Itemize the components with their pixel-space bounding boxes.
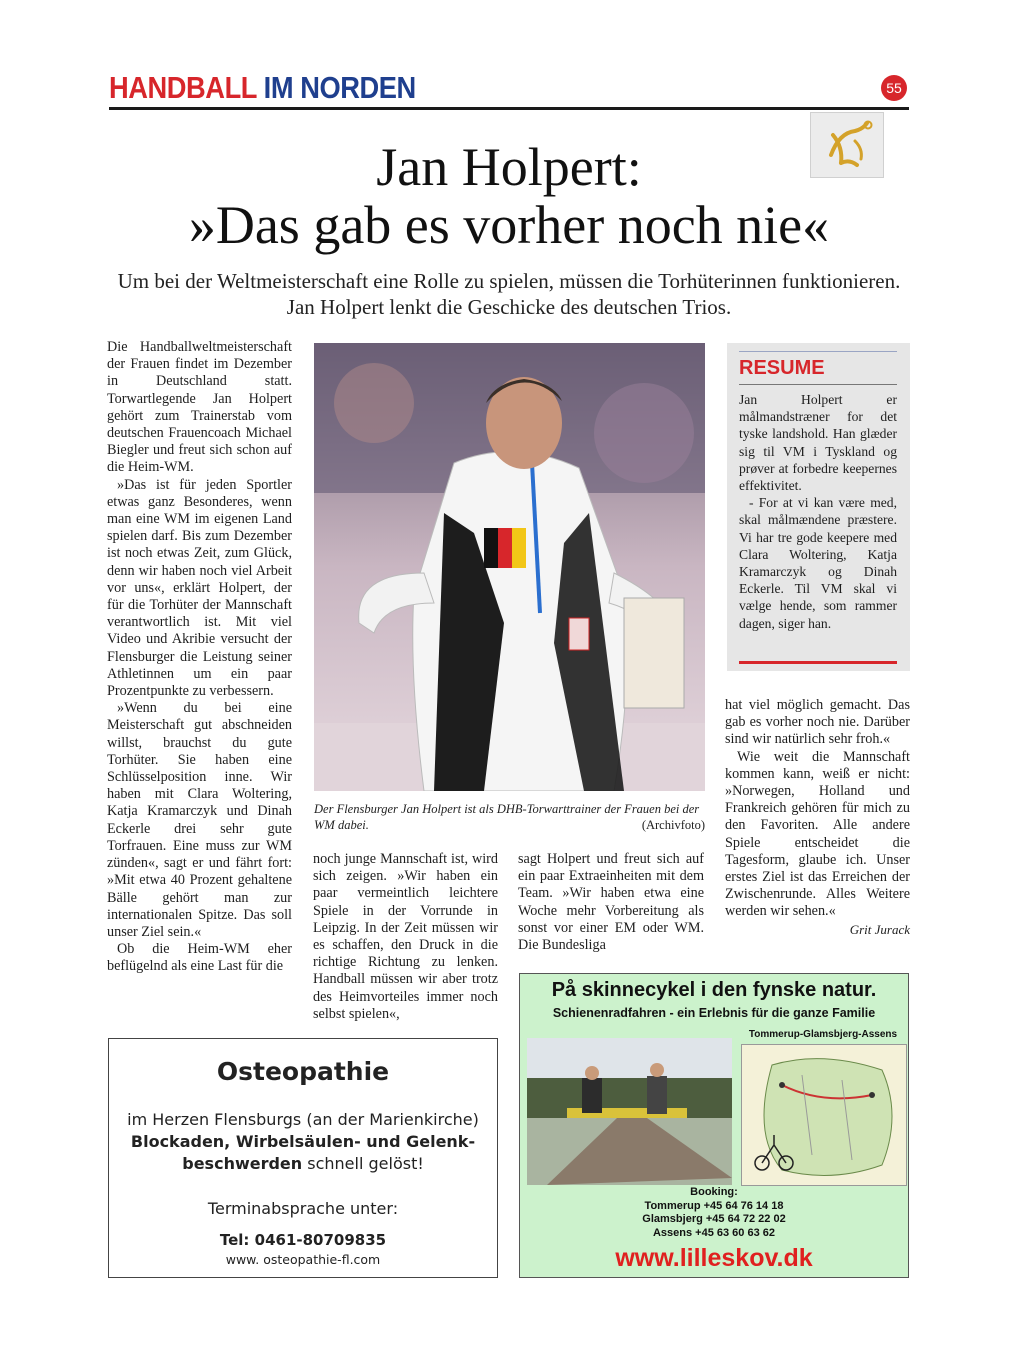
article-title (109, 138, 909, 254)
page-number: 55 (881, 75, 907, 101)
booking-line: Assens +45 63 60 63 62 (652, 1226, 775, 1239)
resume-box (727, 343, 910, 671)
ad-service-line: Blockaden, Wirbelsäulen- und Gelenk- (130, 1132, 476, 1151)
osteopathie-ad (108, 1038, 498, 1278)
paragraph: sagt Holpert und freut sich auf ein paar Extraeinheiten mit dem Team. »Wir haben etwa eine Woche mehr Vorbereitung als sonst vor einer EM oder WM. Die Bundesliga (518, 851, 704, 954)
ad-booking (520, 1186, 908, 1240)
booking-line: Tommerup +45 64 76 14 18 (644, 1199, 784, 1212)
section-heading (109, 70, 416, 106)
article-title-line1: Jan Holpert: (376, 137, 642, 197)
photo-caption (314, 801, 705, 833)
paragraph: Die Handballweltmeisterschaft der Frauen findet im Dezember in Deutschland statt. Torwartlegende Jan Holpert gehört zum Trainerstab vom deutschen Frauencoach Michael Biegler und freut sich schon auf die Heim-WM. (107, 339, 292, 476)
paragraph: noch junge Mannschaft ist, wird sich zeigen. »Wir haben ein paar vermeintlich leichtere Spiele in der Vorrunde in Leipzig. In der Zeit müssen wir es schaffen, den Druck in die richtige Richtung zu lenken. Handball müssen wir aber trotz des Heimvorteiles immer noch selbst spielen«, (313, 851, 498, 1022)
section-heading-red: HANDBALL (109, 70, 257, 105)
resume-top-rule (739, 351, 897, 352)
article-column-1 (107, 339, 292, 976)
author-byline: Grit Jurack (849, 921, 910, 937)
resume-bottom-rule (739, 661, 897, 664)
ad-route: Tommerup-Glamsbjerg-Assens (748, 1029, 898, 1040)
ad-website[interactable]: www.lilleskov.dk (615, 1244, 813, 1272)
paragraph: »Das ist für jeden Sportler etwas ganz Besonderes, wenn man eine WM im eigenen Land spielen darf. Bis zum Dezember ist noch etwas Zeit, zum Glück, denn wir haben noch viel Arbeit vor uns«, erklärt Holpert, der für die Torhüter der Mannschaft verantwortlich ist. Mit viel Video und Akribie versucht der Flensburger die Leistung seiner Athletinnen um ein paar Prozentpunkte zu verbessern. (107, 476, 292, 700)
article-column-3 (518, 851, 704, 954)
ad-heading: Osteopathie (216, 1057, 390, 1086)
paragraph: »Wenn du bei eine Meisterschaft gut abschneiden willst, brauchst du gute Torhüter. Sie haben eine Schlüsselposition inne. Wir haben mit Clara Woltering, Katja Kramarczyk und Dinah Eckerle drei sehr gute Torfrauen. Eine muss zur WM zünden«, sagt er und fährt fort: »Mit etwa 40 Prozent gehaltene Bälle gehört man zur internationalen Spitze. Das soll unser Ziel sein.« (107, 700, 292, 940)
ad-heading: På skinnecykel i den fynske natur. (551, 979, 877, 1001)
ad-phone: Tel: 0461-80709835 (219, 1231, 387, 1249)
paragraph: Ob die Heim-WM eher beflügelnd als eine Last für die (107, 941, 292, 975)
header-rule (109, 107, 909, 110)
article-lead: Um bei der Weltmeisterschaft eine Rolle zu spielen, müssen die Torhüterinnen funktionieren. Jan Holpert lenkt die Geschicke des deutschen Trios. (117, 269, 901, 319)
section-heading-blue: IM NORDEN (263, 70, 416, 105)
booking-line: Glamsbjerg +45 64 72 22 02 (642, 1213, 786, 1225)
lilleskov-ad (519, 973, 909, 1278)
paragraph: Wie weit die Mannschaft kommen kann, weiß er nicht: »Norwegen, Holland und Frankreich gehören für mich zu den Favoriten. Alle andere Spiele entscheidet die Tagesform, glaube ich. Unser erstes Ziel ist das Erreichen der Zwischenrunde. Alles Weitere werden wir sehen.« (725, 748, 910, 920)
article-column-2 (313, 851, 498, 1023)
ad-website[interactable]: www. osteopathie-fl.com (225, 1252, 381, 1267)
resume-title: RESUME (739, 357, 825, 379)
article-photo (314, 343, 705, 791)
route-map (741, 1044, 907, 1186)
resume-divider (739, 384, 897, 385)
booking-label: Booking: (690, 1186, 738, 1198)
ad-location: im Herzen Flensburgs (an der Marienkirche) (127, 1110, 479, 1129)
ad-appointment-label: Terminabsprache unter: (207, 1199, 399, 1218)
photo-credit: (Archivfoto) (641, 818, 705, 832)
ad-service-line-2 (109, 1153, 497, 1175)
article-title-line2: »Das gab es vorher noch nie« (188, 195, 830, 255)
ad-service-rest: schnell gelöst! (302, 1154, 424, 1173)
paragraph: hat viel möglich gemacht. Das gab es vorher noch nie. Darüber sind wir natürlich sehr froh.« (725, 697, 910, 748)
ad-subheading: Schienenradfahren - ein Erlebnis für die ganze Familie (552, 1006, 876, 1020)
article-column-4 (725, 697, 910, 938)
ad-service-bold: beschwerden (182, 1154, 303, 1173)
rail-bike-photo (527, 1038, 732, 1185)
resume-paragraph-1: Jan Holpert er målmandstræner for det tyske landshold. Han glæder sig til VM i Tyskland og prøver at forbedre keepernes effektivitet. (739, 392, 897, 494)
caption-text: Der Flensburger Jan Holpert ist als DHB-Torwarttrainer der Frauen bei der WM dabei. (314, 802, 700, 832)
resume-paragraph-2: - For at vi kan være med, skal målmændene præstere. Vi har tre gode keepere med Clara Woltering, Katja Kramarczyk og Dinah Eckerle. Til VM skal vi vælge hende, som rammer dagen, siger han. (739, 495, 897, 631)
